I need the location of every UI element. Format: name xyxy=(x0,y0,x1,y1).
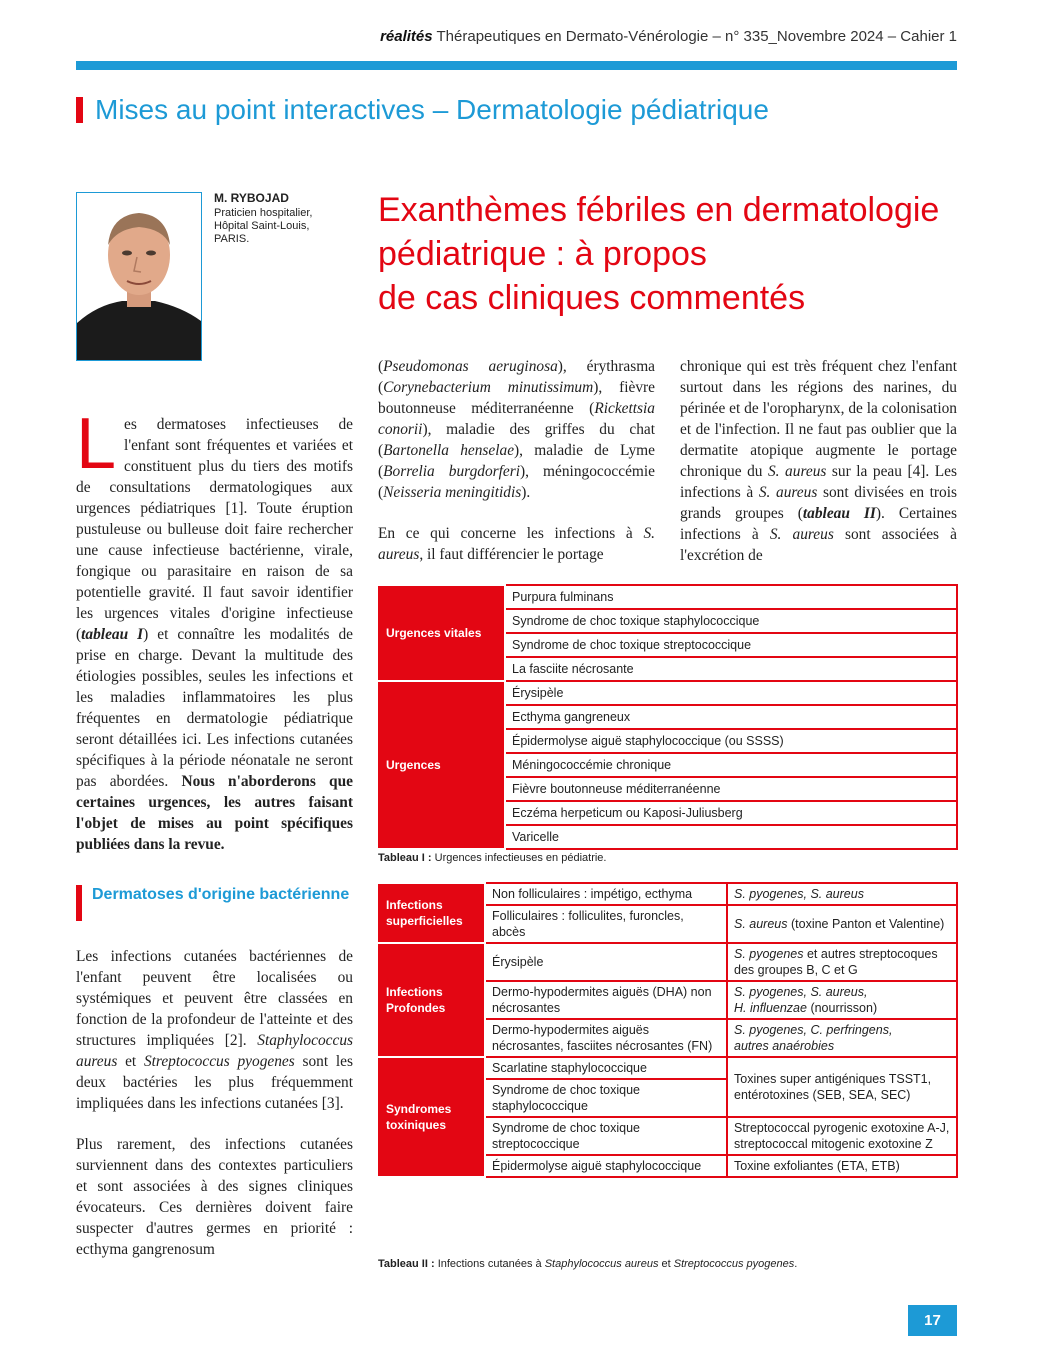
table-cell: Épidermolyse aiguë staphylococcique xyxy=(485,1155,727,1177)
italic-text: S. aureus xyxy=(769,526,834,543)
table-cell: Épidermolyse aiguë staphylococcique (ou SSSS) xyxy=(505,729,957,753)
table-cell: Syndrome de choc toxique streptococcique xyxy=(505,633,957,657)
table-cell: Toxines super antigéniques TSST1, entérotoxines (SEB, SEA, SEC) xyxy=(727,1057,957,1117)
article-title-line: pédiatrique : à propos xyxy=(378,235,707,273)
text-run: et autres streptocoques des groupes B, C et G xyxy=(734,947,938,977)
table-reference: tableau II xyxy=(802,505,876,522)
text-run: ), méningococcémie ( xyxy=(378,463,656,501)
text-run: ), érythrasma ( xyxy=(378,358,655,396)
author-affiliation-1: Praticien hospitalier, xyxy=(214,207,313,219)
subsection-heading xyxy=(76,885,353,921)
paragraph xyxy=(378,523,655,565)
italic-text: S. pyogenes, S. aureus xyxy=(734,887,864,901)
section-title xyxy=(76,92,769,128)
table-cell: Syndrome de choc toxique staphylococcique xyxy=(485,1079,727,1117)
author-affiliation-2: Hôpital Saint-Louis, xyxy=(214,220,310,232)
article-title-line: Exanthèmes fébriles en dermatologie xyxy=(378,191,940,229)
table-cell: Ecthyma gangreneux xyxy=(505,705,957,729)
table-cell: Syndrome de choc toxique staphylococcique xyxy=(505,609,957,633)
author-info xyxy=(214,192,312,246)
table-cell: Dermo-hypodermites aiguës (DHA) non nécrosantes xyxy=(485,981,727,1019)
italic-text: autres anaérobies xyxy=(734,1039,835,1053)
author-name: M. RYBOJAD xyxy=(214,191,289,205)
intro-paragraph xyxy=(76,404,353,855)
author-affiliation-3: PARIS. xyxy=(214,233,250,245)
page-number: 17 xyxy=(908,1305,957,1336)
italic-text: S. pyogenes, C. perfringens, xyxy=(734,1023,893,1037)
italic-text: H. influenzae xyxy=(734,1001,807,1015)
text-run: es dermatoses infectieuses de l'enfant sont fréquentes et variées et constituent plus du tiers des motifs de consultations dermatologiques aux urgences pédiatriques [1]. Toute éruption pustuleuse ou bulleuse doit faire rechercher une cause infectieuse bactérienne, virale, fongique ou parasitaire en raison de sa potentielle gravité. Il faut savoir identifier les urgences vitales d'origine infectieuse ( xyxy=(76,416,353,643)
text-run: ) et connaître les modalités de prise en charge. Devant la multitude des étiologies possibles, seules les infections et les maladies inflammatoires les plus fréquentes en dermatologie pédiatrique seront détaillées ici. Les infections cutanées spécifiques à la période néonatale ne seront pas abordées. xyxy=(76,626,353,790)
text-run: Les infections cutanées bactériennes de l'enfant peuvent être localisées ou systémiques et peuvent être classées en fonction de la profondeur de l'atteinte et des structures impliquées [2]. xyxy=(76,948,353,1049)
journal-issue: Thérapeutiques en Dermato-Vénérologie – n° 335_Novembre 2024 – Cahier 1 xyxy=(432,28,957,45)
italic-text: S. aureus xyxy=(758,484,818,501)
text-run: ( xyxy=(378,358,384,375)
category-cell: Urgences xyxy=(379,681,505,849)
italic-text: S. aureus xyxy=(378,525,655,563)
table-2-caption xyxy=(378,1258,797,1270)
category-cell: Urgences vitales xyxy=(379,585,505,681)
author-photo xyxy=(76,192,202,361)
text-run: sont divisées en trois grands groupes ( xyxy=(680,484,958,522)
body-column-1 xyxy=(76,404,353,875)
table-row xyxy=(379,585,957,609)
section-title-text: Mises au point interactives – Dermatologie pédiatrique xyxy=(95,94,769,125)
table-row xyxy=(379,883,957,905)
italic-text: Bartonella henselae xyxy=(383,442,515,459)
table-cell: Érysipèle xyxy=(505,681,957,705)
caption-text: et xyxy=(658,1258,674,1270)
table-cell: Purpura fulminans xyxy=(505,585,957,609)
table-cell xyxy=(727,1019,957,1057)
table-row xyxy=(379,1057,957,1079)
italic-text: Streptococcus pyogenes xyxy=(143,1053,295,1070)
italic-text: Corynebacterium minutissimum xyxy=(383,379,594,396)
text-run: (toxine Panton et Valentine) xyxy=(787,917,945,931)
body-column-2 xyxy=(378,356,655,585)
italic-text: Borrelia burgdorferi xyxy=(383,463,521,480)
article-title-line: de cas cliniques commentés xyxy=(378,279,806,317)
paragraph xyxy=(76,946,353,1114)
paragraph: Plus rarement, des infections cutanées surviennent dans des contextes particuliers et sont associées à des signes cliniques évocateurs. Ces dernières doivent faire suspecter d'autres germes en priorité : ecthyma gangrenosum xyxy=(76,1136,353,1258)
italic-text: Staphylococcus aureus xyxy=(76,1032,353,1070)
text-run: En ce qui concerne les infections à xyxy=(378,525,644,542)
table-infections-cutanees xyxy=(378,882,958,1178)
table-1-caption xyxy=(378,852,606,864)
table-urgences xyxy=(378,584,958,850)
section-marker xyxy=(76,97,83,123)
table-reference: tableau I xyxy=(81,626,144,643)
subsection-marker xyxy=(76,885,82,921)
text-run: chronique qui est très fréquent chez l'enfant surtout dans les régions des narines, du périnée et de l'oropharynx, de la colonisation et de l'infection. Il ne faut pas oublier que la dermatite atopique augmente le portage chronique du xyxy=(680,358,957,480)
text-run: ), maladie de Lyme ( xyxy=(378,442,655,480)
italic-text: S. aureus xyxy=(767,463,827,480)
table-cell: Toxine exfoliantes (ETA, ETB) xyxy=(727,1155,957,1177)
caption-label: Tableau I : xyxy=(378,852,432,864)
category-cell: Infections superficielles xyxy=(379,883,485,943)
text-run: ). Certaines infections à xyxy=(680,505,957,543)
table-cell xyxy=(727,905,957,943)
article-title xyxy=(378,188,968,320)
journal-brand: réalités xyxy=(380,28,433,45)
italic-text: Streptococcus pyogenes xyxy=(673,1258,795,1270)
caption-text: Infections cutanées à xyxy=(434,1258,545,1270)
table-cell: Streptococcal pyrogenic exotoxine A-J, streptococcal mitogenic exotoxine Z xyxy=(727,1117,957,1155)
table-cell: Varicelle xyxy=(505,825,957,849)
category-cell: Infections Profondes xyxy=(379,943,485,1057)
paragraph xyxy=(378,356,655,503)
caption-text: . xyxy=(794,1258,798,1270)
text-run: ), maladie des griffes du chat ( xyxy=(378,421,655,459)
text-run: et xyxy=(117,1053,144,1070)
table-cell: Syndrome de choc toxique streptococcique xyxy=(485,1117,727,1155)
text-run: sont les deux bactéries les plus fréquemment impliquées dans les infections cutanées [3]. xyxy=(76,1053,353,1112)
caption-label: Tableau II : xyxy=(378,1258,435,1270)
text-run: ), fièvre boutonneuse méditerranéenne ( xyxy=(378,379,655,417)
paragraph xyxy=(680,356,957,566)
drop-cap: L xyxy=(76,404,117,484)
text-run: ). xyxy=(521,484,531,501)
caption-text: Urgences infectieuses en pédiatrie. xyxy=(431,852,607,864)
text-run: (nourrisson) xyxy=(806,1001,878,1015)
table-cell: Non folliculaires : impétigo, ecthyma xyxy=(485,883,727,905)
table-row xyxy=(379,943,957,981)
table-cell xyxy=(727,883,957,905)
table-cell: Érysipèle xyxy=(485,943,727,981)
category-cell: Syndromes toxiniques xyxy=(379,1057,485,1177)
italic-text: S. aureus xyxy=(734,917,788,931)
author-portrait-image xyxy=(77,193,201,360)
table-row xyxy=(379,681,957,705)
table-cell: La fasciite nécrosante xyxy=(505,657,957,681)
table-cell xyxy=(727,943,957,981)
header-rule xyxy=(76,61,957,70)
subsection-title: Dermatoses d'origine bactérienne xyxy=(92,886,350,903)
table-cell: Méningococcémie chronique xyxy=(505,753,957,777)
bold-text: Nous n'aborderons que certaines urgences, les autres faisant l'objet de mises au point spécifiques publiées dans la revue. xyxy=(76,773,353,853)
italic-text: Rickettsia conorii xyxy=(378,400,655,438)
body-column-3 xyxy=(680,356,957,586)
body-column-1-continued xyxy=(76,946,353,1280)
table-cell xyxy=(727,981,957,1019)
italic-text: S. pyogenes xyxy=(734,947,804,961)
table-cell: Eczéma herpeticum ou Kaposi-Juliusberg xyxy=(505,801,957,825)
table-cell: Folliculaires : folliculites, furoncles, abcès xyxy=(485,905,727,943)
table-cell: Fièvre boutonneuse méditerranéenne xyxy=(505,777,957,801)
journal-header xyxy=(380,28,957,45)
italic-text: Neisseria meningitidis xyxy=(383,484,522,501)
italic-text: Staphylococcus aureus xyxy=(544,1258,659,1270)
text-run: , il faut différencier le portage xyxy=(419,546,604,563)
table-cell: Scarlatine staphylococcique xyxy=(485,1057,727,1079)
text-run: sur la peau [4]. Les infections à xyxy=(680,463,957,501)
italic-text: S. pyogenes, S. aureus, xyxy=(734,985,868,999)
italic-text: Pseudomonas aeruginosa xyxy=(383,358,558,375)
text-run: sont associées à l'excrétion de xyxy=(680,526,958,564)
table-cell: Dermo-hypodermites aiguës nécrosantes, fasciites nécrosantes (FN) xyxy=(485,1019,727,1057)
